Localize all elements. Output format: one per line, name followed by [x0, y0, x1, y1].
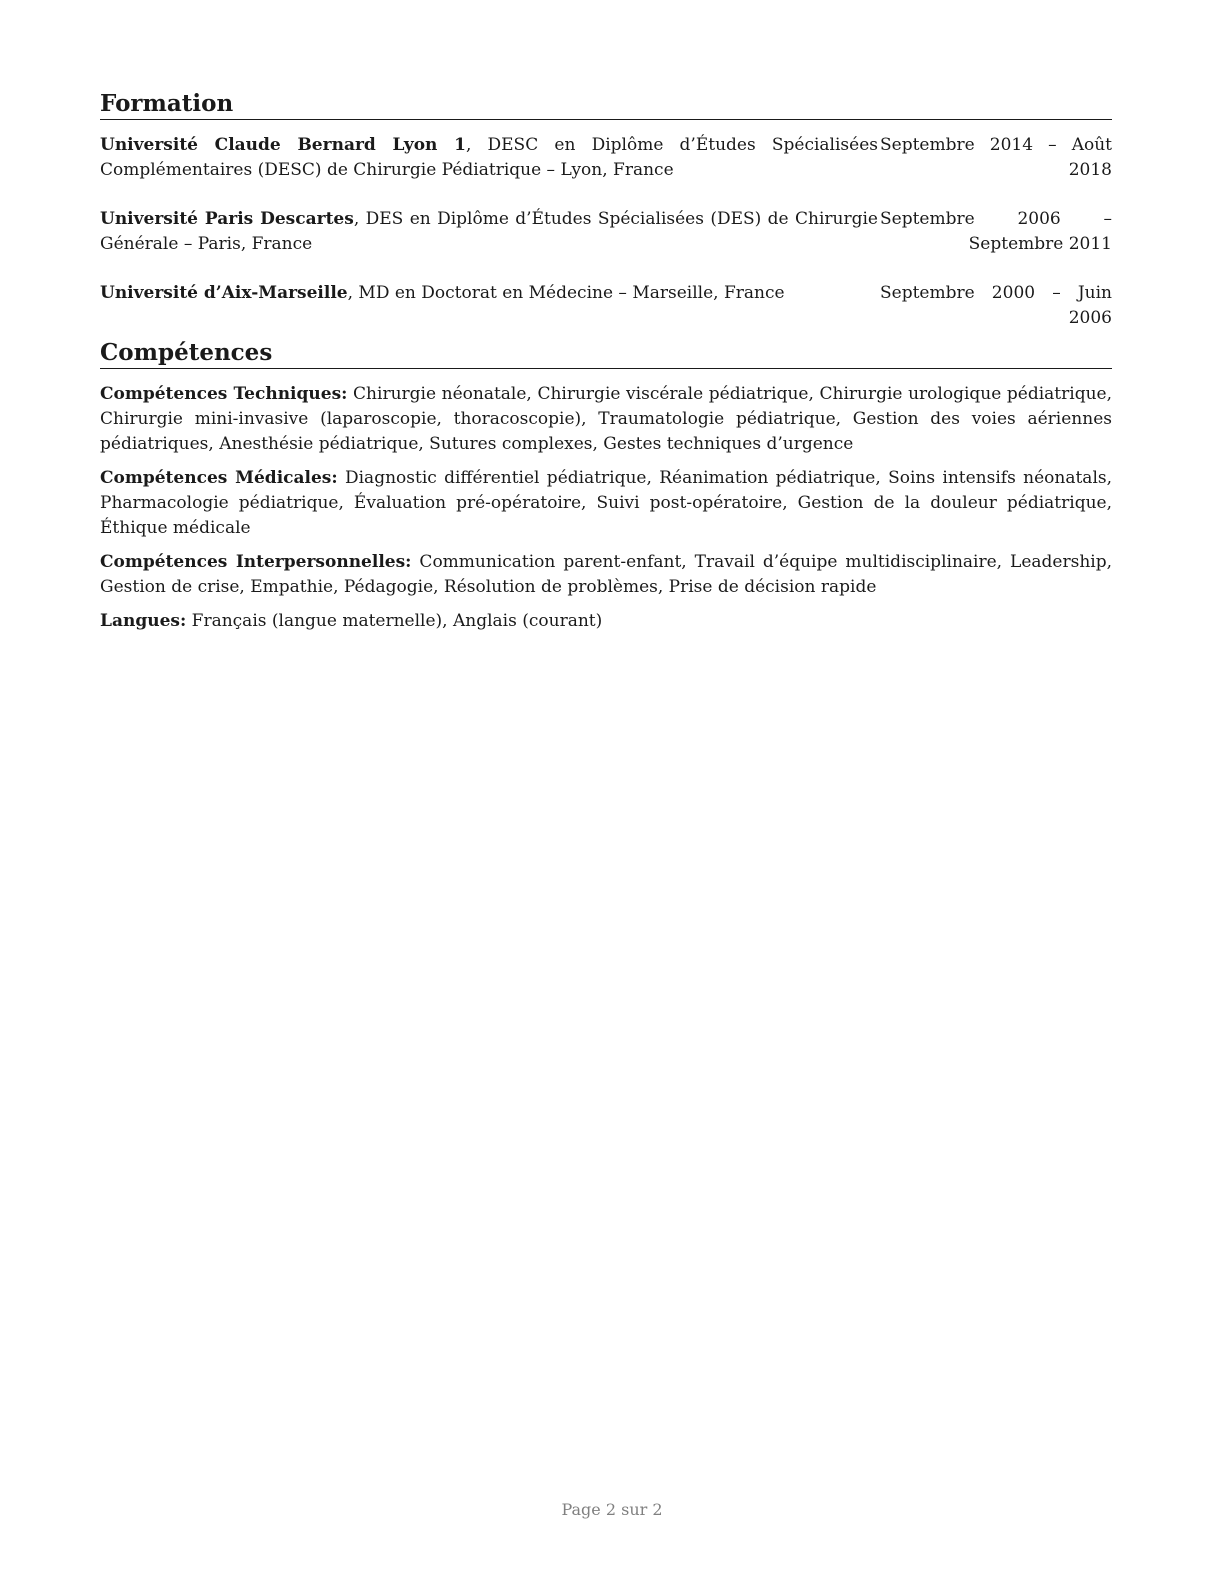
- formation-entry-description: [100, 207, 878, 257]
- competences-heading: Compétences: [100, 339, 1112, 369]
- formation-entry-dates: Septembre 2006 – Septembre 2011: [880, 209, 1112, 254]
- institution-name: Université d’Aix-Marseille: [100, 283, 348, 303]
- formation-entry: [100, 207, 1112, 257]
- cv-page: [100, 90, 1112, 643]
- skill-paragraph-interpersonnelles: [100, 550, 1112, 600]
- formation-entry: [100, 133, 1112, 183]
- skill-label: Compétences Médicales:: [100, 468, 338, 488]
- formation-entry-dates: Septembre 2014 – Août 2018: [880, 135, 1112, 180]
- skill-label: Compétences Interpersonnelles:: [100, 552, 412, 572]
- skill-paragraph-langues: [100, 609, 1112, 634]
- degree-details: , DES en Diplôme d’Études Spécialisées (DES) de Chirurgie Générale – Paris, France: [100, 209, 878, 254]
- formation-entry: [100, 281, 1112, 331]
- formation-list: [100, 133, 1112, 331]
- formation-heading: Formation: [100, 90, 1112, 120]
- skill-label: Langues:: [100, 611, 187, 631]
- skill-text: Communication parent-enfant, Travail d’équipe multidisciplinaire, Leadership, Gestion de crise, Empathie, Pédagogie, Résolution de problèmes, Prise de décision rapide: [100, 552, 1112, 597]
- degree-details: , MD en Doctorat en Médecine – Marseille, France: [347, 283, 785, 303]
- skill-text: Diagnostic différentiel pédiatrique, Réanimation pédiatrique, Soins intensifs néonatals, Pharmacologie pédiatrique, Évaluation pré-opératoire, Suivi post-opératoire, Gestion de la douleur pédiatrique, Éthique médicale: [100, 468, 1113, 538]
- formation-entry-dates: Septembre 2000 – Juin 2006: [880, 283, 1112, 328]
- formation-entry-description: [100, 133, 878, 183]
- skill-text: Chirurgie néonatale, Chirurgie viscérale pédiatrique, Chirurgie urologique pédiatrique, Chirurgie mini-invasive (laparoscopie, thoracoscopie), Traumatologie pédiatrique, Gestion des voies aériennes pédiatriques, Anesthésie pédiatrique, Sutures complexes, Gestes techniques d’urgence: [100, 384, 1112, 454]
- page-number: Page 2 sur 2: [561, 1500, 663, 1519]
- skill-label: Compétences Techniques:: [100, 384, 348, 404]
- formation-entry-description: [100, 281, 878, 306]
- institution-name: Université Paris Descartes: [100, 209, 354, 229]
- skill-paragraph-medicales: [100, 466, 1112, 541]
- skill-text: Français (langue maternelle), Anglais (courant): [186, 611, 603, 631]
- institution-name: Université Claude Bernard Lyon 1: [100, 135, 466, 155]
- degree-details: , DESC en Diplôme d’Études Spécialisées Complémentaires (DESC) de Chirurgie Pédiatrique – Lyon, France: [100, 135, 878, 180]
- skill-paragraph-techniques: [100, 382, 1112, 457]
- competences-list: [100, 382, 1112, 634]
